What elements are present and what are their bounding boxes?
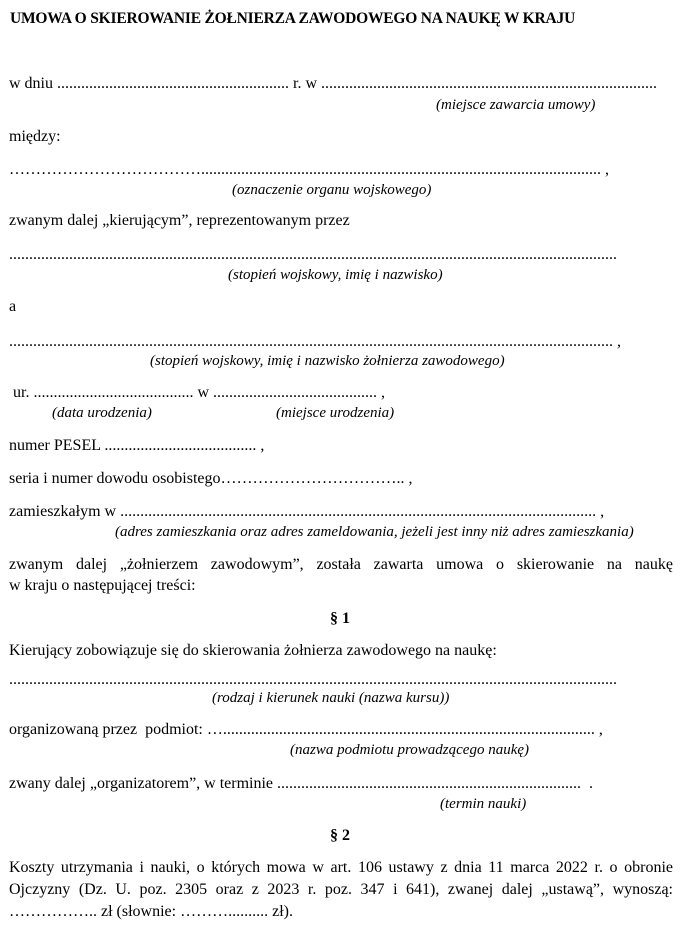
address-line: zamieszkałym w ....................................................................................................................... , xyxy=(9,503,605,520)
kierujacy-line: zwanym dalej „kierującym”, reprezentowanym przez xyxy=(9,212,350,229)
date-place-line: w dniu .......................................................... r. w .................................................................................... xyxy=(9,75,657,92)
soldier-definition-line-2: w kraju o następującej treści: xyxy=(9,577,196,594)
term-line: zwany dalej „organizatorem”, w terminie ............................................................................ . xyxy=(9,775,594,792)
birth-line: ur. ........................................ w ......................................... , xyxy=(13,384,385,401)
id-card-line: seria i numer dowodu osobistego…………………………….. , xyxy=(9,470,413,487)
address-caption: (adres zamieszkania oraz adres zameldowania, jeżeli jest inny niż adres zamieszkania) xyxy=(115,524,634,540)
birth-place-caption: (miejsce urodzenia) xyxy=(276,405,395,421)
document-title: UMOWA O SKIEROWANIE ŻOŁNIERZA ZAWODOWEGO NA NAUKĘ W KRAJU xyxy=(10,10,576,27)
section-2-text-line-2: Ojczyzny (Dz. U. poz. 2305 oraz z 2023 r. poz. 347 i 641), zwanej dalej „ustawą”, wynoszą: xyxy=(9,881,673,898)
section-2-text-line-1: Koszty utrzymania i nauki, o których mowa w art. 106 ustawy z dnia 11 marca 2022 r. o obronie xyxy=(9,859,673,876)
soldier-line: ....................................................................................................................................................... , xyxy=(9,333,621,350)
section-1-heading: § 1 xyxy=(330,610,350,627)
and-label: a xyxy=(9,298,17,315)
organ-line: ……………………………….................................................................................................... , xyxy=(9,161,609,178)
organ-caption: (oznaczenie organu wojskowego) xyxy=(232,182,432,198)
birth-date-caption: (data urodzenia) xyxy=(52,405,152,421)
soldier-definition-line-1: zwanym dalej „żołnierzem zawodowym”, została zawarta umowa o skierowanie na naukę xyxy=(9,556,673,573)
representative-caption: (stopień wojskowy, imię i nazwisko) xyxy=(228,267,443,283)
course-caption: (rodzaj i kierunek nauki (nazwa kursu)) xyxy=(212,690,450,706)
section-2-heading: § 2 xyxy=(330,827,350,844)
representative-line: ........................................................................................................................................................ xyxy=(9,246,617,263)
date-place-caption: (miejsce zawarcia umowy) xyxy=(436,97,596,113)
between-label: między: xyxy=(9,128,61,145)
term-caption: (termin nauki) xyxy=(440,796,527,812)
soldier-caption: (stopień wojskowy, imię i nazwisko żołnierza zawodowego) xyxy=(150,353,505,369)
organizer-line: organizowaną przez podmiot: …............................................................................................. , xyxy=(9,721,603,738)
section-2-text-line-3: …………….. zł (słownie: ……….......... zł). xyxy=(9,903,293,920)
course-line: ........................................................................................................................................................ xyxy=(9,671,617,688)
pesel-line: numer PESEL ...................................... , xyxy=(9,437,265,454)
section-1-text: Kierujący zobowiązuje się do skierowania żołnierza zawodowego na naukę: xyxy=(9,642,497,659)
organizer-caption: (nazwa podmiotu prowadzącego naukę) xyxy=(290,742,530,758)
